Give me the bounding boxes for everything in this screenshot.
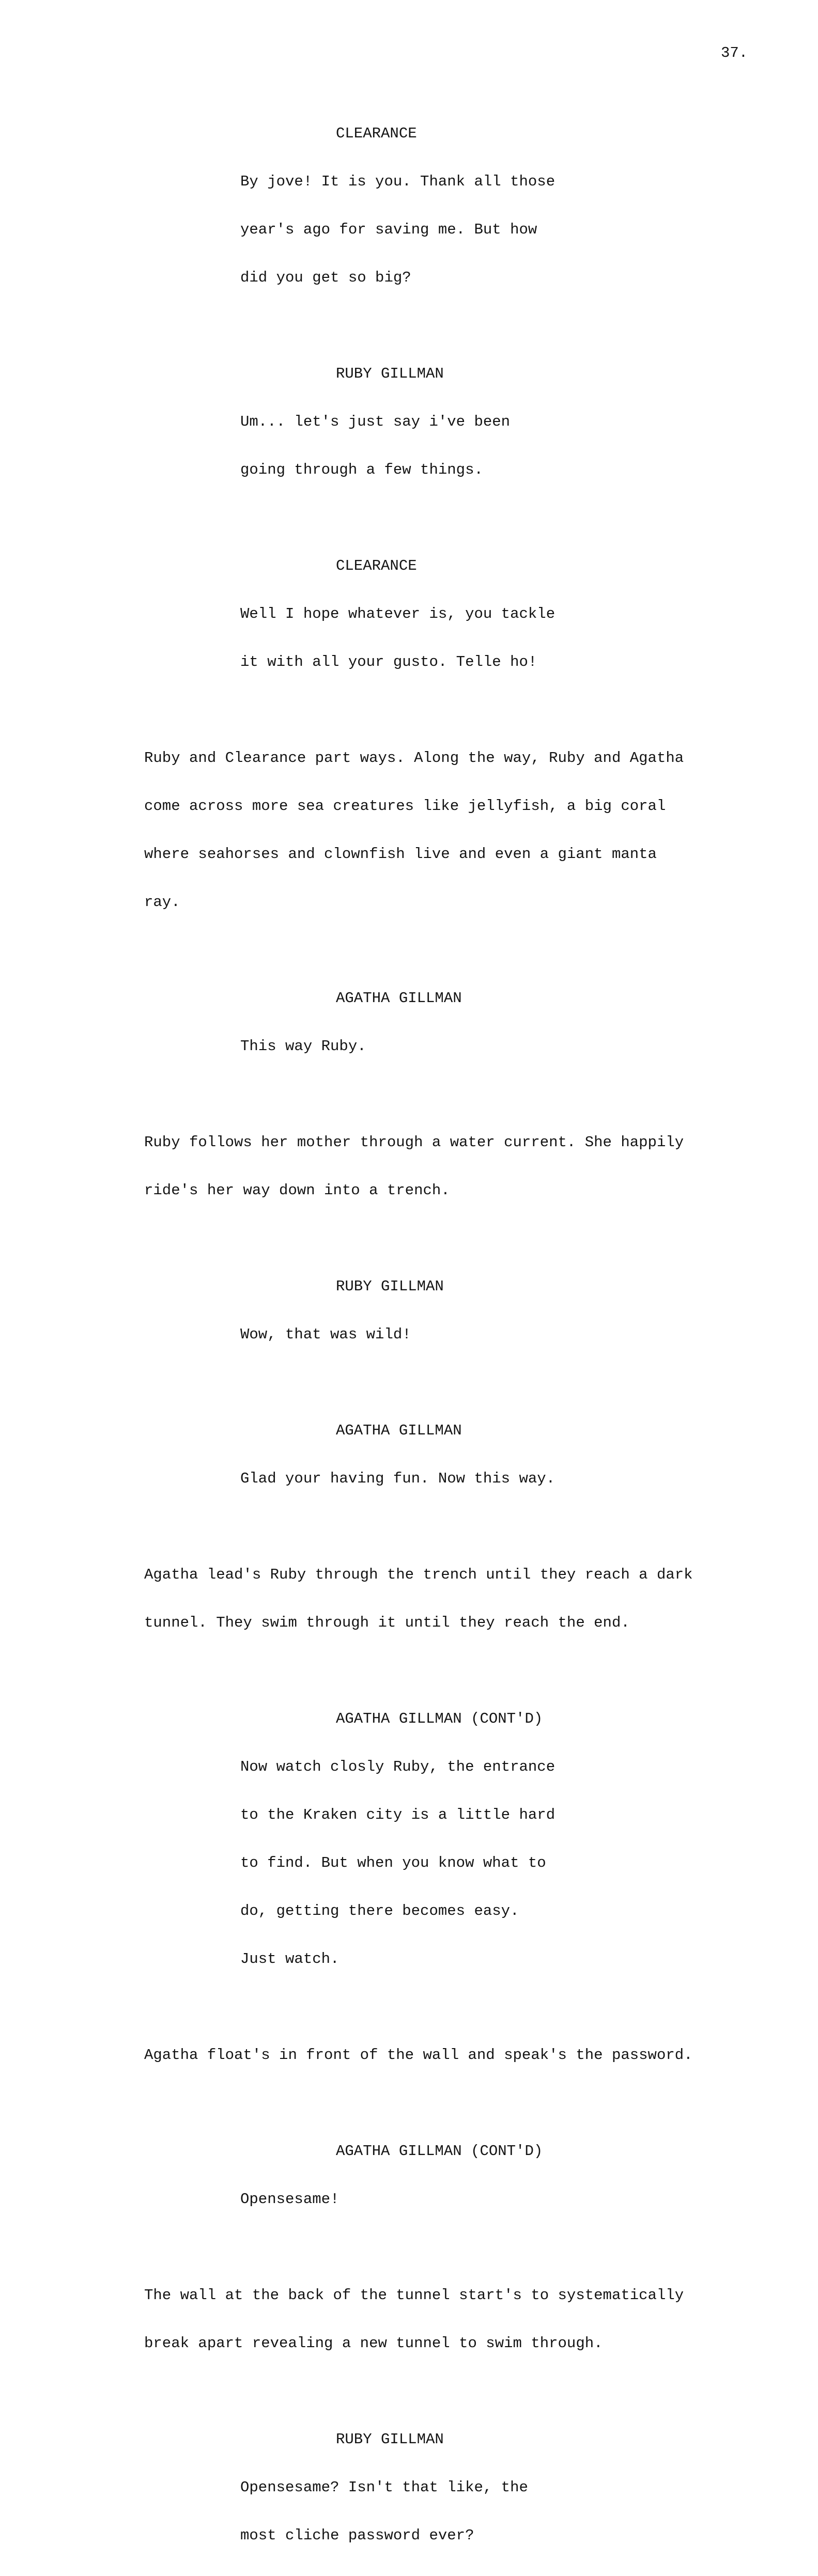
page-number: 37. bbox=[721, 44, 748, 61]
dialogue-line: to the Kraken city is a little hard bbox=[240, 1806, 555, 1823]
action-line: break apart revealing a new tunnel to swim through. bbox=[144, 2335, 603, 2352]
action-block bbox=[0, 718, 818, 942]
character-name: CLEARANCE bbox=[336, 125, 417, 142]
action-block bbox=[0, 1102, 818, 1230]
dialogue-line: Glad your having fun. Now this way. bbox=[240, 1470, 555, 1487]
character-name: RUBY GILLMAN bbox=[336, 365, 444, 382]
action-block bbox=[0, 2015, 818, 2095]
action-line: ray. bbox=[144, 894, 180, 911]
dialogue-line: do, getting there becomes easy. bbox=[240, 1902, 519, 1919]
character-name: AGATHA GILLMAN (CONT'D) bbox=[336, 1710, 543, 1727]
dialogue-line: going through a few things. bbox=[240, 461, 483, 478]
dialogue-line: Opensesame! bbox=[240, 2191, 339, 2208]
dialogue-line: did you get so big? bbox=[240, 269, 411, 286]
action-line: tunnel. They swim through it until they reach the end. bbox=[144, 1614, 630, 1631]
dialogue-line: Um... let's just say i've been bbox=[240, 413, 511, 430]
dialogue-line: Now watch closly Ruby, the entrance bbox=[240, 1758, 555, 1775]
action-line: Agatha float's in front of the wall and speak's the password. bbox=[144, 2047, 693, 2064]
action-block bbox=[0, 2255, 818, 2383]
dialogue-block bbox=[0, 93, 818, 318]
screenplay-body bbox=[0, 93, 818, 2575]
action-line: The wall at the back of the tunnel start's to systematically bbox=[144, 2287, 684, 2304]
dialogue-line: Just watch. bbox=[240, 1950, 339, 1968]
action-block bbox=[0, 1535, 818, 1663]
dialogue-block bbox=[0, 526, 818, 702]
dialogue-line: year's ago for saving me. But how bbox=[240, 221, 537, 238]
character-name: AGATHA GILLMAN bbox=[336, 990, 462, 1007]
dialogue-line: most cliche password ever? bbox=[240, 2527, 474, 2544]
dialogue-line: to find. But when you know what to bbox=[240, 1854, 546, 1871]
dialogue-block bbox=[0, 1246, 818, 1375]
dialogue-line: Opensesame? Isn't that like, the bbox=[240, 2479, 528, 2496]
dialogue-block bbox=[0, 958, 818, 1086]
character-name: RUBY GILLMAN bbox=[336, 2431, 444, 2448]
dialogue-block bbox=[0, 2111, 818, 2239]
dialogue-line: This way Ruby. bbox=[240, 1038, 366, 1055]
dialogue-block bbox=[0, 2399, 818, 2575]
dialogue-block bbox=[0, 1391, 818, 1519]
action-line: Agatha lead's Ruby through the trench until they reach a dark bbox=[144, 1566, 693, 1583]
character-name: AGATHA GILLMAN (CONT'D) bbox=[336, 2143, 543, 2160]
action-line: come across more sea creatures like jellyfish, a big coral bbox=[144, 798, 666, 815]
dialogue-line: Well I hope whatever is, you tackle bbox=[240, 605, 555, 622]
action-line: where seahorses and clownfish live and even a giant manta bbox=[144, 846, 657, 863]
dialogue-line: it with all your gusto. Telle ho! bbox=[240, 653, 537, 670]
dialogue-block bbox=[0, 334, 818, 510]
character-name: RUBY GILLMAN bbox=[336, 1278, 444, 1295]
dialogue-line: By jove! It is you. Thank all those bbox=[240, 173, 555, 190]
character-name: AGATHA GILLMAN bbox=[336, 1422, 462, 1439]
action-line: ride's her way down into a trench. bbox=[144, 1182, 450, 1199]
action-line: Ruby follows her mother through a water current. She happily bbox=[144, 1134, 684, 1151]
dialogue-block bbox=[0, 1679, 818, 1999]
action-line: Ruby and Clearance part ways. Along the way, Ruby and Agatha bbox=[144, 750, 684, 767]
character-name: CLEARANCE bbox=[336, 557, 417, 574]
dialogue-line: Wow, that was wild! bbox=[240, 1326, 411, 1343]
